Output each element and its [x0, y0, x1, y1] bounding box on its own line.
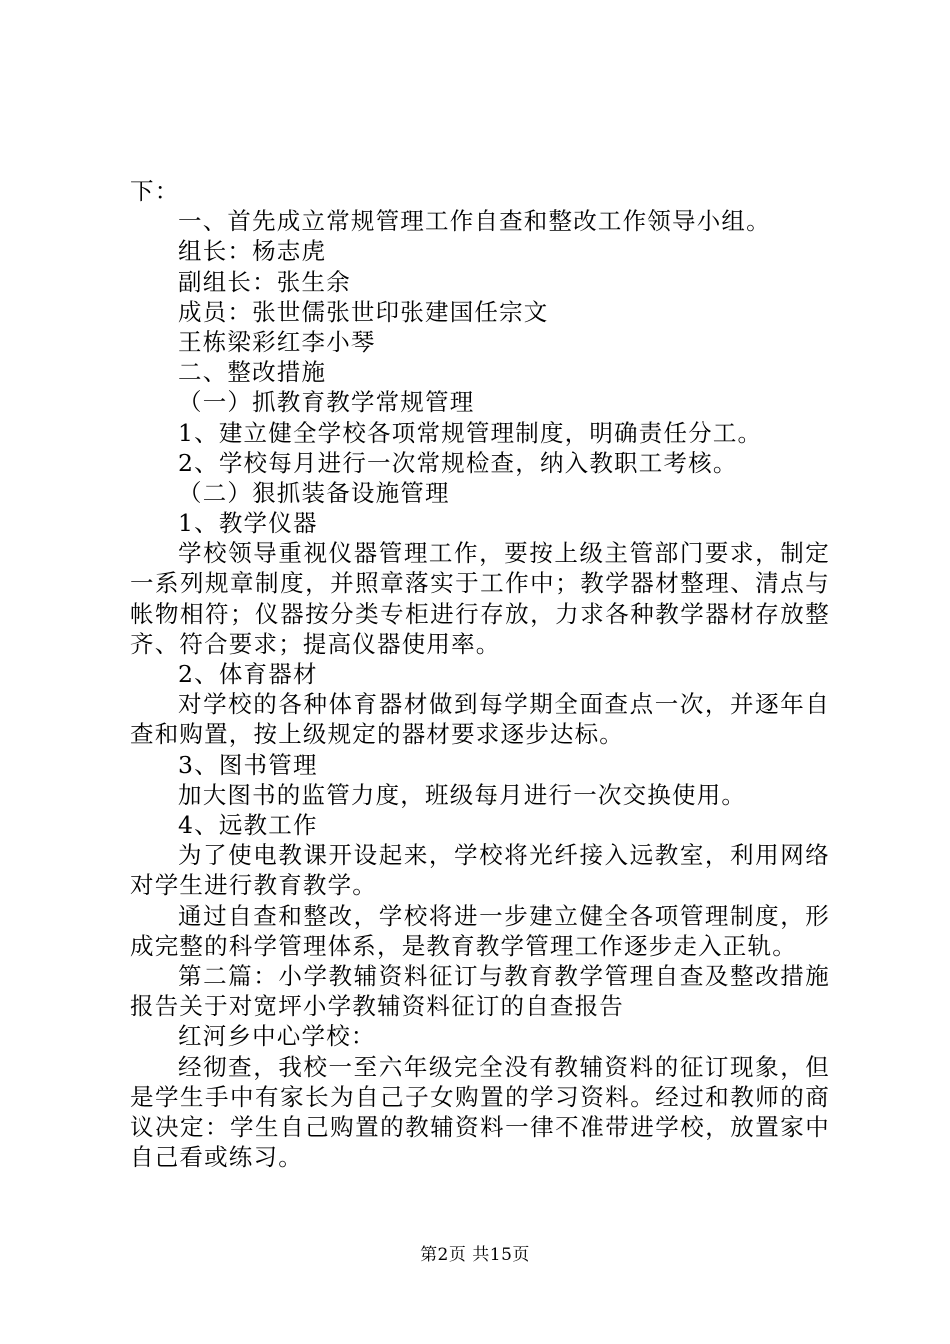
- list-item-instruments-title: 1、教学仪器: [178, 509, 318, 538]
- text-line-members-continued: 王栋梁彩红李小琴: [178, 327, 376, 356]
- text-line-members: 成员：张世儒张世印张建国任宗文: [178, 297, 549, 326]
- subheading-equipment: （二）狠抓装备设施管理: [178, 478, 450, 507]
- list-item-management-system: 1、建立健全学校各项常规管理制度，明确责任分工。: [178, 418, 763, 447]
- section-heading-measures: 二、整改措施: [178, 358, 327, 387]
- list-item-sports-title: 2、体育器材: [178, 660, 318, 689]
- text-line-continuation: 下：: [130, 177, 180, 205]
- list-item-distance-education-title: 4、远教工作: [178, 811, 318, 840]
- text-line-addressee: 红河乡中心学校：: [178, 1022, 376, 1051]
- paragraph-investigation: 经彻查，我校一至六年级完全没有教辅资料的征订现象，但是学生手中有家长为自己子女购置的学习资料。经过和教师的商议决定：学生自己购置的教辅资料一律不准带进学校，放置家中自己看或练习。: [130, 1052, 830, 1172]
- text-line-deputy-leader: 副组长：张生余: [178, 267, 351, 296]
- paragraph-library: 加大图书的监管力度，班级每月进行一次交换使用。: [178, 780, 747, 809]
- paragraph-second-article-title: 第二篇：小学教辅资料征订与教育教学管理自查及整改措施报告关于对宽坪小学教辅资料征订的自查报告: [130, 962, 830, 1021]
- paragraph-sports: 对学校的各种体育器材做到每学期全面查点一次，并逐年自查和购置，按上级规定的器材要求逐步达标。: [130, 690, 830, 749]
- list-item-library-title: 3、图书管理: [178, 750, 318, 779]
- page-number-footer: 第2页 共15页: [420, 1245, 530, 1265]
- paragraph-distance-education: 为了使电教课开设起来，学校将光纤接入远教室，利用网络对学生进行教育教学。: [130, 841, 830, 900]
- list-item-monthly-check: 2、学校每月进行一次常规检查，纳入教职工考核。: [178, 448, 738, 477]
- document-body: [130, 176, 830, 1172]
- paragraph-instruments: 学校领导重视仪器管理工作，要按上级主管部门要求，制定一系列规章制度，并照章落实于工作中；教学器材整理、清点与帐物相符；仪器按分类专柜进行存放，力求各种教学器材存放整齐、符合要求；提高仪器使用率。: [130, 539, 830, 658]
- section-heading-leadership-group: 一、首先成立常规管理工作自查和整改工作领导小组。: [178, 207, 771, 236]
- subheading-teaching-routine: （一）抓教育教学常规管理: [178, 388, 475, 417]
- paragraph-conclusion: 通过自查和整改，学校将进一步建立健全各项管理制度，形成完整的科学管理体系，是教育教学管理工作逐步走入正轨。: [130, 901, 830, 960]
- text-line-group-leader: 组长：杨志虎: [178, 237, 327, 266]
